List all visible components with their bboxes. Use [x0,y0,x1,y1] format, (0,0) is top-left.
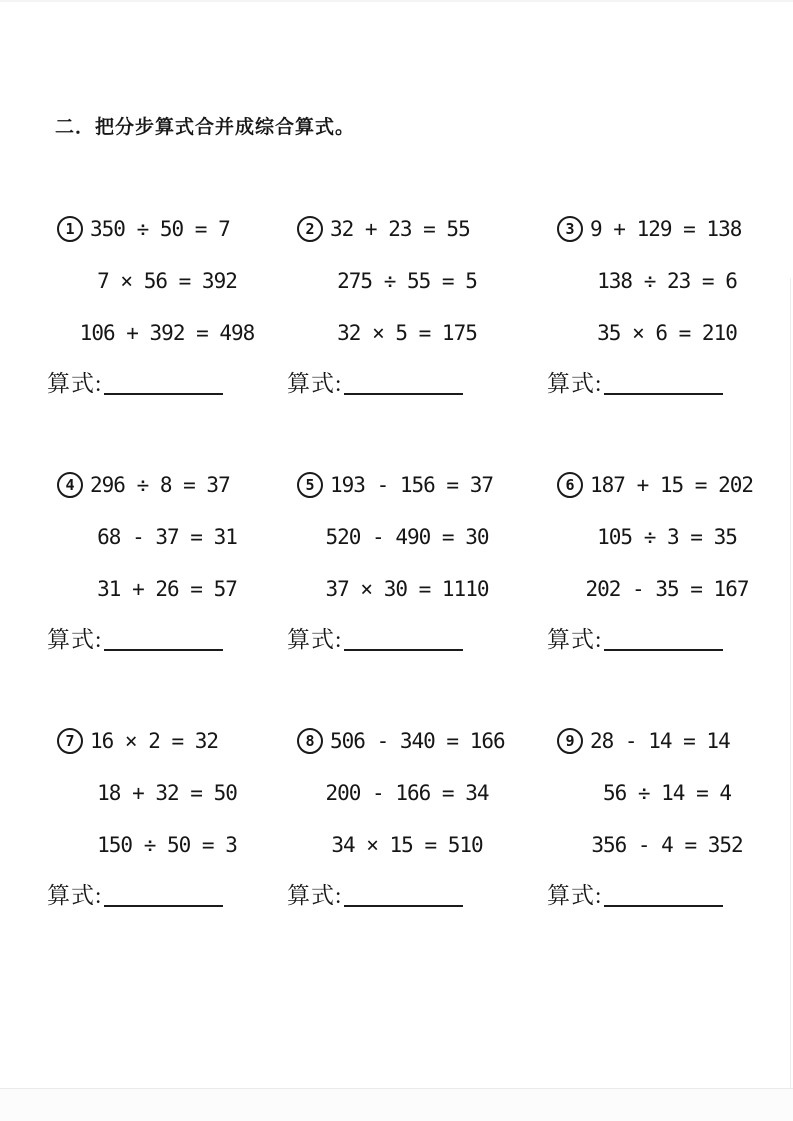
problem-number-badge: 8 [297,728,323,754]
step-equation: 506 - 340 = 166 [330,729,505,753]
answer-row [287,363,517,395]
problem-number-badge: 6 [557,472,583,498]
answer-row [547,875,777,907]
step-equation: 37 × 30 = 1110 [325,577,489,601]
step-equation: 200 - 166 = 34 [325,781,489,805]
step-equation: 32 × 5 = 175 [337,321,477,345]
answer-label: 算式: [547,627,603,652]
answer-label: 算式: [287,627,343,652]
answer-row [547,619,777,651]
step-equation: 68 - 37 = 31 [97,525,237,549]
answer-row [47,363,277,395]
answer-blank [104,643,223,651]
answer-blank [604,643,723,651]
problem-block [547,715,777,907]
problem-step-line-3 [557,307,777,359]
answer-label: 算式: [47,883,103,908]
problem-step-line-1 [57,715,277,767]
step-equation: 56 ÷ 14 = 4 [602,781,732,805]
problem-step-line-2 [57,255,277,307]
problem-step-line-2 [297,511,517,563]
answer-row [47,875,277,907]
answer-row [287,619,517,651]
problem-step-line-2 [557,255,777,307]
problem-number-badge: 3 [557,216,583,242]
step-equation: 138 ÷ 23 = 6 [597,269,737,293]
answer-label: 算式: [547,371,603,396]
answer-blank [104,899,223,907]
step-equation: 16 × 2 = 32 [90,729,219,753]
problem-step-line-1 [557,715,777,767]
problem-step-line-1 [297,203,517,255]
step-equation: 105 ÷ 3 = 35 [597,525,737,549]
answer-label: 算式: [47,371,103,396]
problem-step-line-3 [57,819,277,871]
problem-block [47,203,277,395]
answer-label: 算式: [287,883,343,908]
problem-step-line-2 [297,255,517,307]
step-equation: 296 ÷ 8 = 37 [90,473,230,497]
problem-step-line-3 [557,563,777,615]
step-equation: 193 - 156 = 37 [330,473,494,497]
step-equation: 187 + 15 = 202 [590,473,754,497]
step-equation: 150 ÷ 50 = 3 [97,833,237,857]
problem-number-badge: 4 [57,472,83,498]
problem-step-line-1 [297,459,517,511]
answer-row [287,875,517,907]
step-equation: 106 + 392 = 498 [79,321,255,345]
problem-block [547,459,777,651]
problem-block [287,715,517,907]
answer-row [47,619,277,651]
scan-edge-bottom-line [0,1088,793,1089]
answer-blank [604,387,723,395]
step-equation: 275 ÷ 55 = 5 [337,269,477,293]
step-equation: 7 × 56 = 392 [97,269,237,293]
step-equation: 520 - 490 = 30 [325,525,489,549]
step-equation: 34 × 15 = 510 [331,833,483,857]
problem-step-line-1 [297,715,517,767]
problem-block [47,715,277,907]
scan-edge-right [790,278,791,1088]
problem-step-line-3 [297,563,517,615]
answer-label: 算式: [287,371,343,396]
section-title: 二．把分步算式合并成综合算式。 [55,117,356,138]
problem-step-line-3 [57,307,277,359]
step-equation: 18 + 32 = 50 [97,781,237,805]
problem-step-line-1 [57,459,277,511]
answer-label: 算式: [547,883,603,908]
answer-blank [344,643,463,651]
answer-blank [104,387,223,395]
problem-step-line-3 [297,819,517,871]
problem-step-line-2 [57,767,277,819]
problem-step-line-1 [57,203,277,255]
problem-number-badge: 7 [57,728,83,754]
problem-step-line-3 [297,307,517,359]
problem-step-line-1 [557,459,777,511]
problem-step-line-2 [297,767,517,819]
problem-block [287,203,517,395]
problem-number-badge: 2 [297,216,323,242]
problem-block [287,459,517,651]
answer-blank [344,899,463,907]
problem-block [47,459,277,651]
step-equation: 202 - 35 = 167 [585,577,749,601]
answer-blank [604,899,723,907]
problem-step-line-2 [57,511,277,563]
scan-edge-top [0,0,793,2]
problem-step-line-3 [57,563,277,615]
problem-number-badge: 1 [57,216,83,242]
problem-number-badge: 5 [297,472,323,498]
problem-step-line-1 [557,203,777,255]
problem-step-line-2 [557,511,777,563]
problem-number-badge: 9 [557,728,583,754]
step-equation: 31 + 26 = 57 [97,577,237,601]
answer-row [547,363,777,395]
problem-block [547,203,777,395]
answer-blank [344,387,463,395]
step-equation: 32 + 23 = 55 [330,217,470,241]
answer-label: 算式: [47,627,103,652]
step-equation: 28 - 14 = 14 [590,729,730,753]
problem-step-line-2 [557,767,777,819]
step-equation: 35 × 6 = 210 [597,321,737,345]
problems-grid [47,203,773,907]
problem-step-line-3 [557,819,777,871]
step-equation: 350 ÷ 50 = 7 [90,217,230,241]
step-equation: 356 - 4 = 352 [591,833,743,857]
scan-edge-bottom-area [0,1089,793,1121]
step-equation: 9 + 129 = 138 [590,217,742,241]
